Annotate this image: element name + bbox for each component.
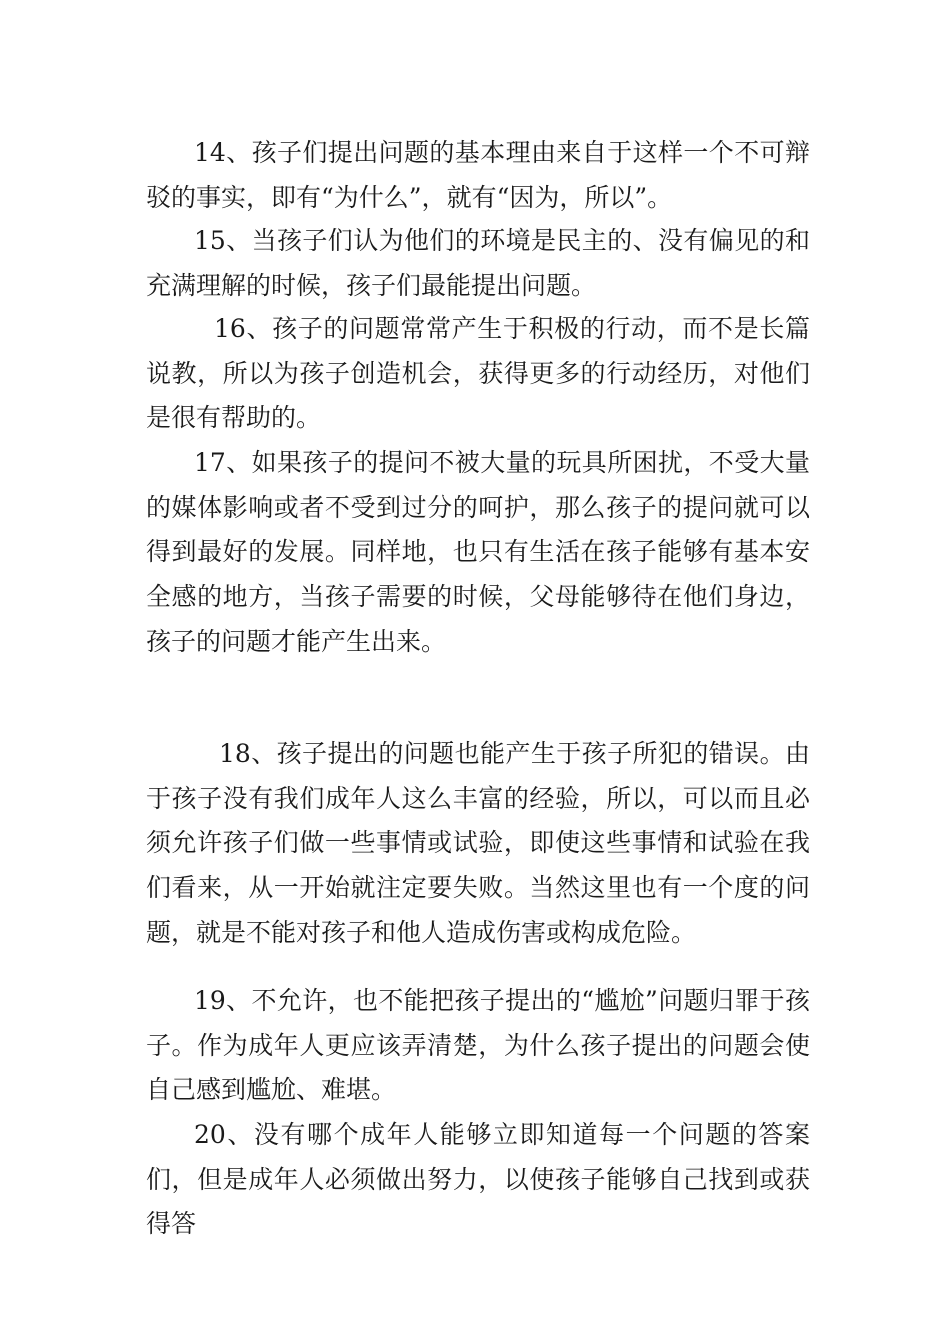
paragraph-19: 19、不允许，也不能把孩子提出的“尴尬”问题归罪于孩子。作为成年人更应该弄清楚，为什么孩子提出的问题会使自己感到尴尬、难堪。	[146, 986, 810, 1105]
paragraph-17: 17、如果孩子的提问不被大量的玩具所困扰，不受大量的媒体影响或者不受到过分的呵护，那么孩子的提问就可以得到最好的发展。同样地，也只有生活在孩子能够有基本安全感的地方，当孩子需要的时候，父母能够待在他们身边，孩子的问题才能产生出来。	[146, 448, 810, 656]
paragraph-14: 14、孩子们提出问题的基本理由来自于这样一个不可辩驳的事实，即有“为什么”，就有“因为，所以”。	[146, 138, 810, 212]
paragraph-18: 18、孩子提出的问题也能产生于孩子所犯的错误。由于孩子没有我们成年人这么丰富的经验，所以，可以而且必须允许孩子们做一些事情或试验，即使这些事情和试验在我们看来，从一开始就注定要失败。当然这里也有一个度的问题，就是不能对孩子和他人造成伤害或构成危险。	[146, 739, 810, 947]
paragraph-16: 16、孩子的问题常常产生于积极的行动，而不是长篇说教，所以为孩子创造机会，获得更多的行动经历，对他们是很有帮助的。	[146, 314, 810, 433]
paragraph-20: 20、没有哪个成年人能够立即知道每一个问题的答案们，但是成年人必须做出努力，以使孩子能够自己找到或获得答	[146, 1120, 810, 1239]
paragraph-15: 15、当孩子们认为他们的环境是民主的、没有偏见的和充满理解的时候，孩子们最能提出问题。	[146, 226, 810, 300]
